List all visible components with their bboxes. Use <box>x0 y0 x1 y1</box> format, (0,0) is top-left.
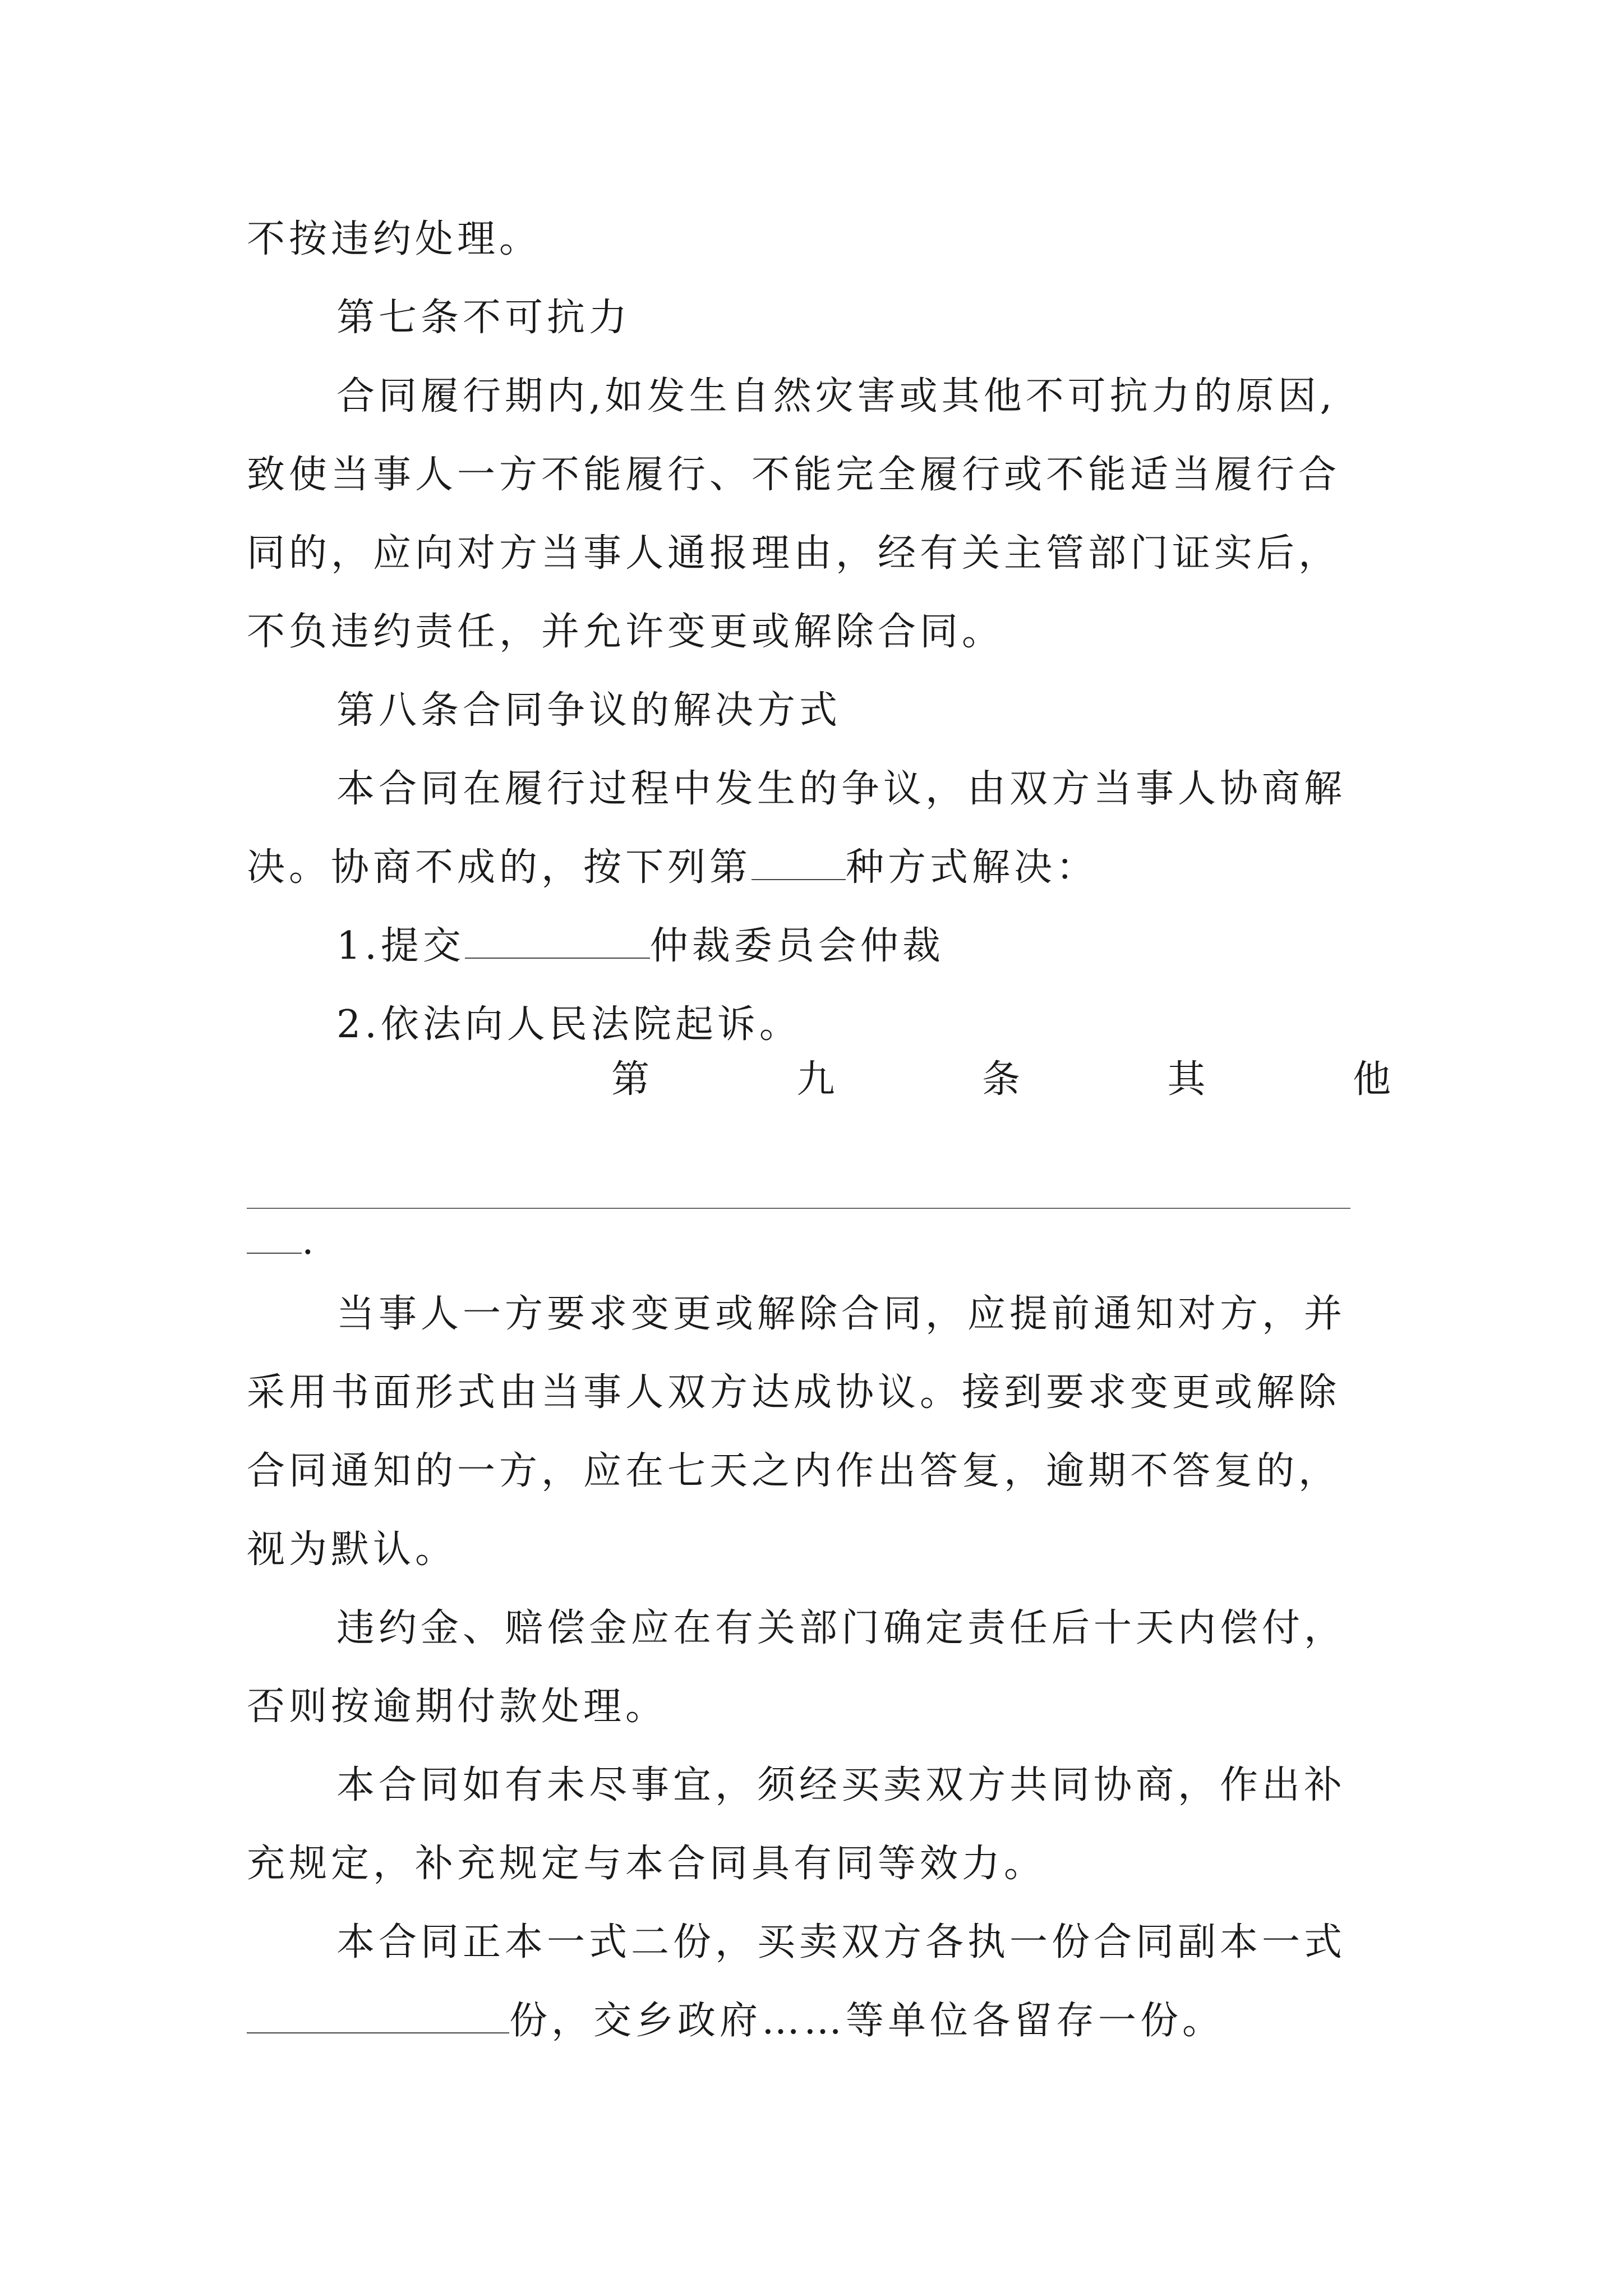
text-segment: 仲裁委员会仲裁 <box>649 924 944 968</box>
text-line: 否则按逾期付款处理。 <box>247 1685 668 1729</box>
text-line: 致使当事人一方不能履行、不能完全履行或不能适当履行合 <box>247 453 1341 497</box>
text-line: 合同履行期内,如发生自然灾害或其他不可抗力的原因, <box>336 374 1336 418</box>
article-9-heading <box>611 1055 1391 1105</box>
option-1 <box>336 921 944 972</box>
other-terms-blank-line <box>247 1208 1350 1209</box>
text-line: 当事人一方要求变更或解除合同，应提前通知对方，并 <box>336 1292 1347 1336</box>
article-8-heading: 第八条合同争议的解决方式 <box>336 688 842 733</box>
text-line: 违约金、赔偿金应在有关部门确定责任后十天内偿付， <box>336 1606 1347 1650</box>
copies-count-blank <box>247 2000 509 2033</box>
text-line: 合同通知的一方，应在七天之内作出答复，逾期不答复的， <box>247 1449 1341 1493</box>
text-line: 同的，应向对方当事人通报理由，经有关主管部门证实后， <box>247 531 1341 576</box>
text-segment: 种方式解决： <box>846 845 1099 890</box>
heading-char: 第 <box>611 1057 650 1102</box>
text-segment: 份，交乡政府……等单位各留存一份。 <box>509 1999 1225 2043</box>
text-line: 不按违约处理。 <box>247 217 542 261</box>
text-line: 不负违约责任，并允许变更或解除合同。 <box>247 610 1004 654</box>
text-segment: . <box>302 1219 318 1263</box>
text-line: 视为默认。 <box>247 1527 458 1572</box>
heading-char: 九 <box>796 1057 835 1102</box>
heading-char: 条 <box>981 1057 1020 1102</box>
text-segment: 1.提交 <box>336 924 465 968</box>
text-line: 本合同正本一式二份，买卖双方各执一份合同副本一式 <box>336 1920 1347 1964</box>
text-line: 采用书面形式由当事人双方达成协议。接到要求变更或解除 <box>247 1370 1341 1415</box>
text-line <box>247 843 1098 893</box>
text-line: 充规定，补充规定与本合同具有同等效力。 <box>247 1842 1046 1886</box>
arbitration-committee-blank <box>465 925 650 959</box>
text-line <box>247 1216 318 1267</box>
text-line: 本合同在履行过程中发生的争议，由双方当事人协商解 <box>336 767 1347 811</box>
option-2: 2.依法向人民法院起诉。 <box>336 1002 801 1047</box>
article-7-heading: 第七条不可抗力 <box>336 296 631 340</box>
heading-char: 其 <box>1167 1057 1206 1102</box>
heading-char: 他 <box>1352 1057 1391 1102</box>
text-line: 本合同如有未尽事宜，须经买卖双方共同协商，作出补 <box>336 1763 1347 1807</box>
dispute-method-blank <box>751 846 846 880</box>
other-terms-blank-end <box>247 1220 302 1254</box>
text-line <box>247 1996 1224 2046</box>
text-segment: 决。协商不成的，按下列第 <box>247 845 752 890</box>
